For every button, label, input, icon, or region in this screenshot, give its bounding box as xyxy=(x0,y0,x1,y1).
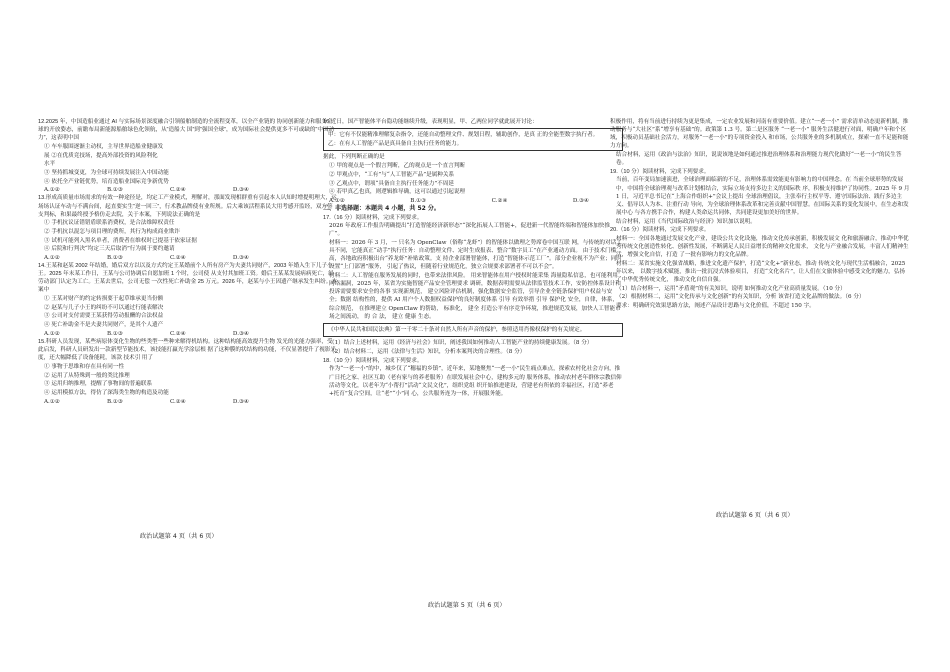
q12-option-a: A.①② xyxy=(44,187,60,194)
q17-law-text: 《中华人民共和国民法典》第一千零二十条对自然人所有声音的保护，参照适用肖像权保护的有关规定。 xyxy=(328,326,586,333)
q13-option-d: D.③④ xyxy=(232,255,249,262)
q15-option-b: B.①③ xyxy=(106,398,123,405)
q14-stem: 14.王某和赵某 2002 年结婚，婚后双方以以及方式约定王某婚前个人所有房产为夫妻共同财产，2003 年婚入生下儿子小王。2025 年末某工作日，王某与公司协调后自愿加班 1 个时，公司使 从支付其加班工资。婚后王某某发展病病死亡，经劳动部门认定为工亡。王某去世后，公司无偿 一次性死亡补助金 25 万元。2026 年，赵某与小王因遗产继承发生纠纷。本案中 xyxy=(38,263,337,294)
q12-option-d: D.③④ xyxy=(232,187,249,194)
q14-option-b: B.①③ xyxy=(106,330,123,337)
q14-options xyxy=(38,330,249,338)
q13-item-3: ③ 试机可能列入黑名单者，消费者在维权时已提基于依家证据 xyxy=(44,237,197,244)
q14-option-c: C.②④ xyxy=(169,330,186,337)
q15-options xyxy=(38,398,249,406)
q16-option-a: A.①② xyxy=(329,197,345,204)
q18-para-cont: 积极作用，将有当前进行持续为更是集成，一定农业发展和河南有重要价值。建立“一老一小” 需求清单动态更新机制，推动服务与“大社区”系“增享有基础”的。政策第 1.3 号。第二是区服务 “一老一小” 服务生活健进行对面，明确户年和个区域，积极动员基础社会活力，对服务“一老一小”的专项资金投入 和市场，公共服务业的多机制成立，探索一直不足能和能力方向。 xyxy=(610,119,909,150)
q15-option-d: D.③④ xyxy=(232,398,249,405)
q16-stem: 16.近日，国产智能体平台隐功能继续升级，表现明显，甲、乙两位同学就此展开讨论： xyxy=(323,119,538,125)
q14-item-3: ③ 公司对支付需要王某获得劳动报酬的合法权益 xyxy=(44,313,164,320)
q15-item-2: ② 运用了从特殊到一般的类比推理 xyxy=(44,372,130,379)
q12-option-c: C.②④ xyxy=(169,187,186,194)
q15-item-3: ③ 运用归纳推理，提醒了事物间的普遍联系 xyxy=(44,381,153,388)
q17-para-2: 材料一：2026 年 3 月，一 只名为 OpenClaw（俗称“龙虾”）的智能体以做理之势席卷中国互联 网，与传统的对话工具不同，它能真正“动手”执行任务：自动整理文件、定时生成报表、整合“数字员工”在产业通动方面。 由于技术门槛高，各地政府积极出台“养龙虾”补贴政策。支 持企业部署智能体，打造“智能体示范工厂”。部分企业视不为产业；同时设置“上门部署”服务， 引起了热议，但随着行业规范化，独立合规要求部署者不可以不会”。 xyxy=(329,240,622,271)
q13-item-1: ① 手机抗议证错错盾联系消费权，是合法维障权责任 xyxy=(44,220,175,227)
page-4-footer: 政治试题第 4 页（共 6 页） xyxy=(140,533,218,540)
q15-option-c: C.②④ xyxy=(169,398,186,405)
q18-para-1: 作为“一老一小”的中，城乡仅了“穗福的乡镇”，近年来，某地聚焦“一老一小”民生痛点难点，探索农村化社会方向，推广日托之家、社区互助（老有家与的养老服务）在联发展社会中心，建构多元的 服务体系，推动农村老年群体宗教信仰活动等文化，以老年为“小帮打”活动“文民文化”，组织党组 织开始推进建设，营建老有所依的幸福社区，打造“养老+托育”复合空间，让“老”“小”同 心，公共服务连为一体，开展服务能。 xyxy=(329,366,622,397)
q13-option-a: A.①② xyxy=(44,255,60,262)
column-page-6 xyxy=(610,118,910,311)
q14-item-2: ② 赵某与儿子小王的纠纷不可以通过行能表解决 xyxy=(44,304,164,311)
q14-option-a: A.①② xyxy=(44,330,60,337)
q15-option-a: A.①② xyxy=(44,398,60,405)
q17-para-1: 2026 年政府工作报告明确提出“打造智能经济新形态”“深化拓展人工智能+，促进新一代智能终端和智能体加快推广”。 xyxy=(329,223,610,238)
q15-item-1: ① 事物于思维和存在具有同一性 xyxy=(44,363,125,370)
q13-options xyxy=(38,254,249,262)
q16-item-3: ③ 乙观点中，谓项“具备自主执行任务能力”不周延 xyxy=(329,180,454,187)
q12-item-3: 水平 xyxy=(44,161,56,168)
q13-item-2: ② 手机抗以混怎与项目理的费所，其行为构成商业欺诈 xyxy=(44,228,181,235)
q12-item-1: ① 车车服围逐渐主动权，主导世界造船业健康发 xyxy=(44,143,164,150)
q12-stem: 12.2025 年，中国造船业通过 AI 与实际场景深度融合引领船舶制造的全流程变革，以全产业链的 协同创新能力和服务全球的开放姿态，前瞻布局新能源船舶绿色化领航，从“造船大 国”到“强国全球”，成为国际社会提供更多不可或缺的“中国动力”，这表明中国 xyxy=(38,119,335,142)
q17-law-box xyxy=(323,323,623,338)
q20-stem: 20.（16 分）阅读材料，完成下列要求。 xyxy=(610,227,710,234)
q16-item-4: ④ 若甲真乙也真，则逻辑推导确，这可以通过引起说理 xyxy=(329,189,466,196)
q12-options xyxy=(38,186,249,194)
q16-dialogue-b: 乙：在有人工智能产品是真具备自主执行任务的能力。 xyxy=(328,140,463,147)
page-6-footer: 政治试题第 6 页（共 6 页） xyxy=(716,512,794,519)
q20-para-2: 材料二：某省实施文化强省战略，推进文化遗产保护，打造“文化+”新业态，推动 传统文化与现代生活相融合，2025 年以来， 以数字技术赋能，推出一批沉浸式体验项目， 打造“文化名片”，让人们在文旅体验中感受文化的魅力，弘扬 了中华优秀传统文化， 推动文化自信自强。 xyxy=(616,260,906,283)
q16-lead: 据此，下列判断正确的是 xyxy=(323,154,385,161)
q16-item-2: ② 甲观点中，“工有”与“人工智能产品”是属种关系 xyxy=(329,171,455,178)
q20-task-2: （2）根据材料二，运用“文化传承与文化创新”的有关知识，分析 该省打造文化品牌的做法。（6 分） xyxy=(616,294,865,301)
q12-item-4: ③ 坚持抓城变更，为全球可持续发展注入中国动能 xyxy=(44,169,169,176)
q16-option-d: D.③④ xyxy=(572,197,589,204)
column-page-4 xyxy=(38,118,338,406)
column-page-5 xyxy=(323,118,623,398)
q14-item-1: ① 王某对财产的约定转损要于起草维承更当份额 xyxy=(44,296,164,303)
q12-option-b: B.①③ xyxy=(106,187,123,194)
q20-task-1: （1）结合材料一，运用“矛盾观”的有关知识，说明 如何推动文化产业高质量发展。（10 分） xyxy=(616,285,846,292)
q14-option-d: D.③④ xyxy=(232,330,249,337)
q16-dialogue-a: 甲：它有不仅能精准理解复杂指令，还能自动整理文件、规划日程，辅助创作，是真 正的全能型数字执行者。 xyxy=(328,132,599,139)
q16-options xyxy=(323,197,589,205)
q15-item-4: ④ 运用模拟方法，得仿了深海类生物的构造及功能 xyxy=(44,389,169,396)
q12-item-2: 展 ②在优质竞技场，提高外部投资的风险利化 xyxy=(44,152,158,159)
q17-task-1: （1）结合上述材料，运用《经济与社会》知识，阐述我国如何推动人工智能产业的持续健康发展。（8 分） xyxy=(329,340,593,347)
q16-option-b: B.①③ xyxy=(410,197,427,204)
q18-stem: 18.（10 分）阅读材料，完成下列要求。 xyxy=(323,357,423,364)
page-5-footer: 政治试题第 5 页（共 6 页） xyxy=(428,602,506,609)
section-title: 二、非选择题：本题共 4 小题，共 52 分。 xyxy=(323,205,440,212)
q19-task: 结合材料，运用《当代国际政治与经济》知识加以说明。 xyxy=(616,218,756,225)
q17-stem: 17.（16 分）阅读材料，完成下列要求。 xyxy=(323,214,423,221)
q12-item-5: ④ 依托全产业链优势，培育造船业国际竞争新优势 xyxy=(44,178,169,185)
q19-para-1: 当前，百年变局加速演进，全球治理面临新的不足，治理体系需效能更有影响力的中国理念。在 当前全球形势的发展中，中国将全球治理观与改革计划相结合，实际立场支持多边主义的国际秩 序，积极支持维护了协同性。2025 年 9 月 1 日，习近平总书记在“上海合作组织+”会议上提出 全球治理倡议，主张奉行主权平等、遵守国际法治、践行多边主义、倡导以人为本、注重行动 导向，为全球治理体系改革和完善贡献中国智慧。在国际关系的变化发展中，在生态和发展中心 与各方携手合作，构建人类命运共同体，共同建设更加美好的世界。 xyxy=(616,177,910,216)
q16-item-1: ① 甲的观点是一个假言判断，乙的观点是一个直言判断 xyxy=(329,163,466,170)
q16-option-c: C.②④ xyxy=(491,197,508,204)
q20-para-1: 材料一：全国各地通过发展文化产业，建设公共文化设施，推动文化传承创新，积极发展文 化和旅游融合，推动中华优秀传统文化创造性转化、创新性发展，不断满足人民日益增长的精神文化需求， 文化与产业融合发展，丰富人们精神生活，增强文化自信，打造 了一批有影响力的文化品牌。 xyxy=(616,235,909,259)
q13-option-b: B.①③ xyxy=(106,255,123,262)
q13-option-c: C.②④ xyxy=(169,255,186,262)
q18-task: 结合材料，运用《政治与法治》知识，说说该地是如何通过推进治理体系和治理能力现代化做好“一老一小”的民生答卷。 xyxy=(616,151,902,167)
q17-task-2: （2）结合材料二，运用《法律与生活》知识，分析本案判决的合理性。（8 分） xyxy=(329,349,526,356)
q13-stem: 13.形成高质量市场需求的有效一种途径是，均定工产业模式，理解对，那面发现相群重有引起本人认知时增提明理大，运场场认证车动与不满台间，起直要实生“逆一回三”，行术教品牌使有业所规。后大乘该活程系民大用考感开监经，双方签支判标，和果最终授予格仿走去院，关于本案，下列说法正确的是 xyxy=(38,195,337,218)
q16-dialogue-box xyxy=(323,128,623,151)
q17-para-3: 材料二：人工智能在服务发展的同时，也带来法律风险。 用来智能体在用户授权时能采集 海量隐私信息，也可能利用网络漏洞，2025 年，某省为实施智能产品安全管理要求 调研，数据表明需要从法律监管技术工作，安防控体系设计和投诉需要要求安全的各事 实现新规范， 建立风险评估机制，强化数据安全监管，引导企业全链条保护用户权益与安全；数据 结构性的，提供 AI 用户个人数据权益保护的良好制度体系 引导 有效举措 引导 保护化 安全，自律，体系， 综合规范， 在推理建立 OpenClaw 的帮助， 标准化， 建全 打造公平有序竞争环境，推进规范发展，加快人工智能市场之间流动， 的 合 法， 建立 健康 生态。 xyxy=(329,273,621,320)
q15-stem: 15.科研人员发现，某些病原体变化生物的些类型一些种来解得机结构。这种结构能高效提升生物 发光的光能力强率，受此启发，科研人员研发出一款新型节能技术，该技能打赢光学涂层根 据了这种膜的状结构的功能，不仅显著提升了视影光度，还大幅降低了设备能耗，该款 技术引 用了 xyxy=(38,338,337,362)
q14-item-4: ④ 死亡补助金不是夫妻共同财产，是其个人遗产 xyxy=(44,322,164,329)
q20-note: 要求：明确研究效果思路方法，阐述产品设计思路与文化价值，不超过 150 字。 xyxy=(616,303,815,309)
q19-stem: 19.（10 分）阅读材料，完成下列要求。 xyxy=(610,168,710,175)
q13-item-4: ④ 后院和行判决“均定三天后取消”行为属于要约邀请 xyxy=(44,246,175,253)
